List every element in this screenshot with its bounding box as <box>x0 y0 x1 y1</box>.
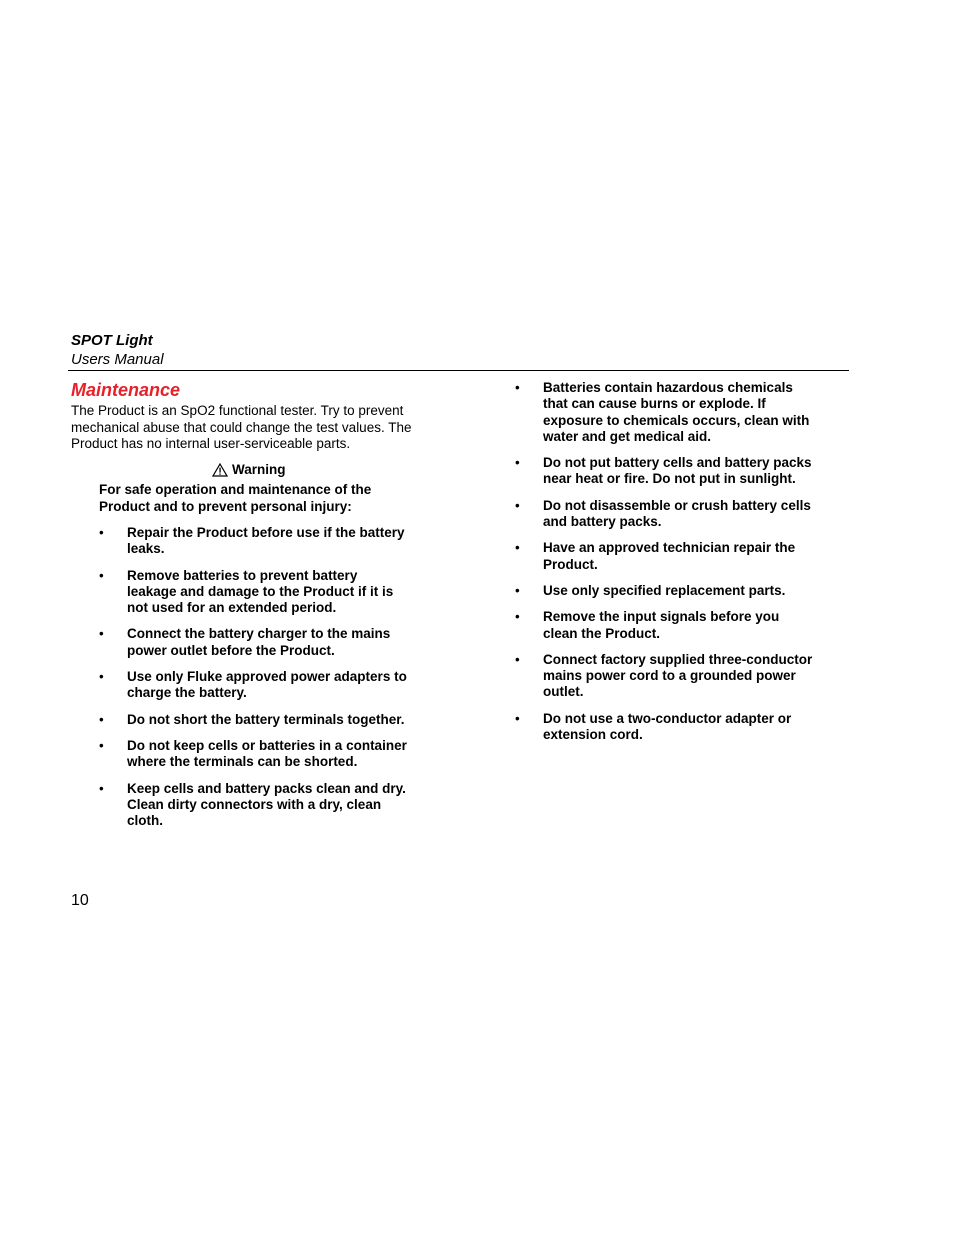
warning-title-text: Warning <box>232 462 286 477</box>
bullet-icon: • <box>515 455 520 471</box>
bullet-icon: • <box>515 497 520 513</box>
list-item <box>515 609 815 642</box>
bullet-icon: • <box>515 540 520 556</box>
warning-list-right <box>515 380 815 753</box>
list-item <box>99 712 409 728</box>
warning-title <box>212 461 286 478</box>
bullet-icon: • <box>515 609 520 625</box>
list-item-text: Do not keep cells or batteries in a container where the terminals can be shorted. <box>127 737 407 770</box>
bullet-icon: • <box>515 380 520 395</box>
list-item <box>99 568 409 617</box>
list-item <box>515 711 815 744</box>
list-item <box>515 455 815 488</box>
bullet-icon: • <box>99 737 104 753</box>
warning-intro: For safe operation and maintenance of the Product and to prevent personal injury: <box>99 482 372 514</box>
list-item-text: Repair the Product before use if the battery leaks. <box>127 525 405 557</box>
list-item <box>515 380 815 445</box>
manual-subtitle: Users Manual <box>71 351 164 368</box>
section-intro: The Product is an SpO2 functional tester. Try to prevent mechanical abuse that could change the test values. The Product has no internal user-serviceable parts. <box>71 403 412 451</box>
list-item <box>99 525 409 558</box>
list-item <box>99 781 409 830</box>
list-item-text: Do not short the battery terminals together. <box>127 711 405 727</box>
page-number: 10 <box>71 892 89 909</box>
list-item-text: Use only Fluke approved power adapters to charge the battery. <box>127 669 407 701</box>
bullet-icon: • <box>99 626 104 642</box>
list-item-text: Batteries contain hazardous chemicals that can cause burns or explode. If exposure to chemicals occurs, clean with water and get medical aid. <box>543 380 810 444</box>
list-item <box>99 626 409 659</box>
warning-triangle-icon <box>212 463 232 477</box>
bullet-icon: • <box>99 525 104 540</box>
list-item-text: Do not put battery cells and battery packs near heat or fire. Do not put in sunlight. <box>543 455 812 487</box>
section-heading: Maintenance <box>71 380 181 400</box>
header-rule <box>68 370 849 371</box>
list-item <box>99 669 409 702</box>
bullet-icon: • <box>515 651 520 667</box>
list-item-text: Connect factory supplied three-conductor mains power cord to a grounded power outlet. <box>543 651 813 700</box>
bullet-icon: • <box>99 567 104 583</box>
list-item <box>515 652 815 701</box>
bullet-icon: • <box>515 710 520 726</box>
list-item <box>515 498 815 531</box>
list-item-text: Remove batteries to prevent battery leakage and damage to the Product if it is not used for an extended period. <box>127 567 394 616</box>
list-item <box>515 583 815 599</box>
list-item <box>515 540 815 573</box>
bullet-icon: • <box>99 711 104 727</box>
bullet-icon: • <box>515 582 520 598</box>
list-item-text: Do not disassemble or crush battery cells and battery packs. <box>543 497 811 530</box>
list-item-text: Have an approved technician repair the Product. <box>543 540 796 572</box>
list-item <box>99 738 409 771</box>
list-item-text: Keep cells and battery packs clean and dry. Clean dirty connectors with a dry, clean cloth. <box>127 780 406 829</box>
list-item-text: Connect the battery charger to the mains power outlet before the Product. <box>127 626 391 658</box>
list-item-text: Remove the input signals before you clean the Product. <box>543 609 780 641</box>
warning-list-left <box>99 525 409 839</box>
list-item-text: Use only specified replacement parts. <box>543 582 786 598</box>
bullet-icon: • <box>99 780 104 796</box>
manual-title: SPOT Light <box>71 332 153 349</box>
bullet-icon: • <box>99 669 104 685</box>
list-item-text: Do not use a two-conductor adapter or extension cord. <box>543 710 792 743</box>
